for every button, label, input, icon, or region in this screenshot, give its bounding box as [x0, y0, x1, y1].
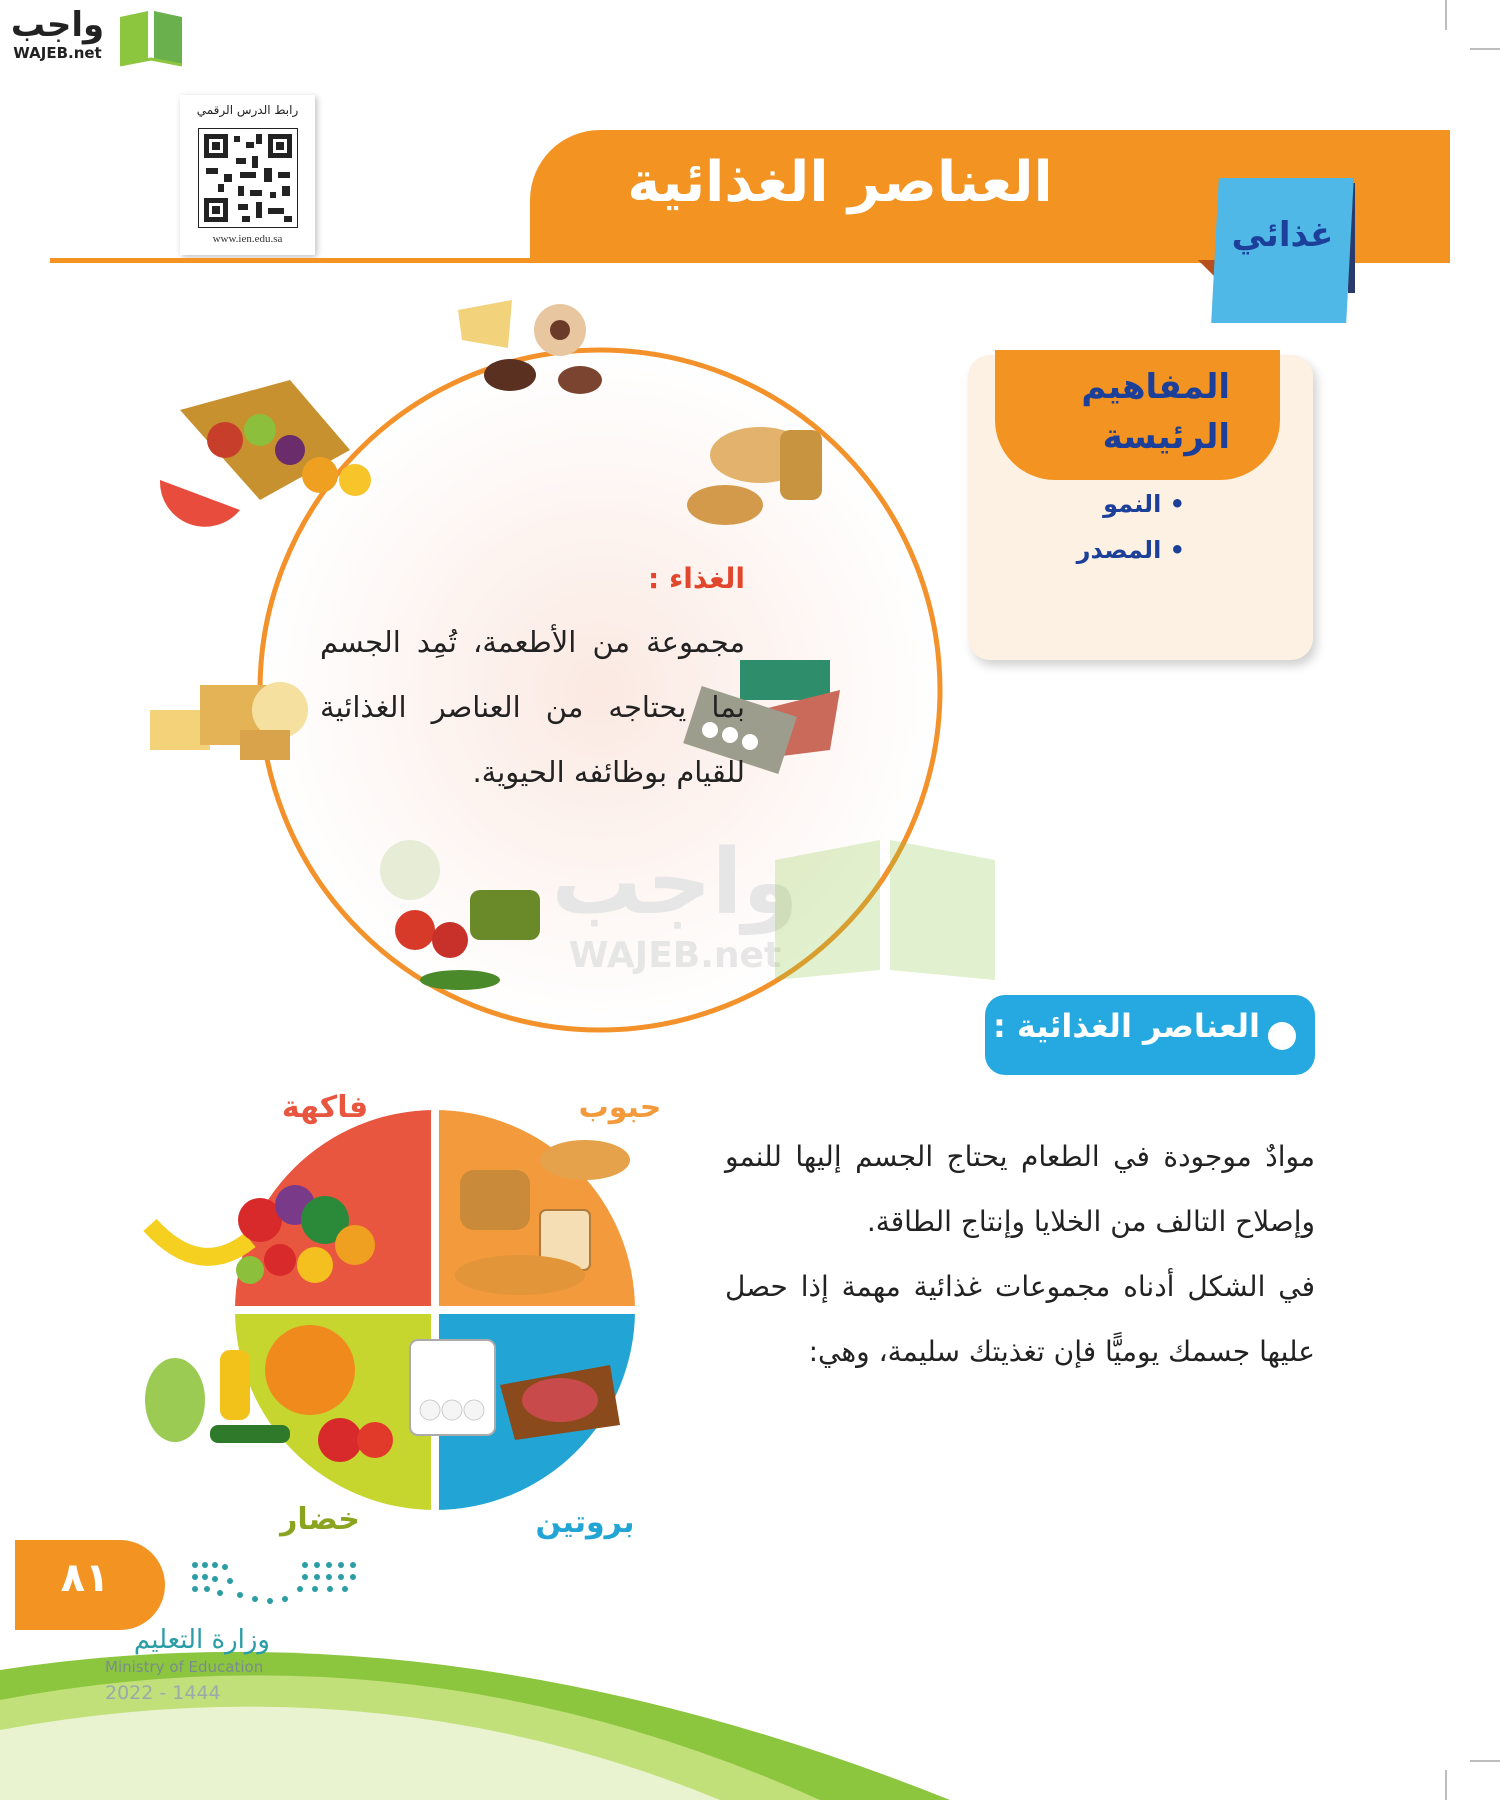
food-plate-diagram [140, 1100, 720, 1520]
bullet-icon: • [1161, 490, 1185, 518]
qr-caption: رابط الدرس الرقمي [196, 103, 299, 117]
ministry-year: 2022 - 1444 [105, 1682, 221, 1704]
unit-label: غذائي [1231, 215, 1334, 255]
circle-bullet-icon [1268, 1022, 1296, 1050]
watermark-book-icon [775, 840, 995, 980]
paragraph-line: في الشكل أدناه مجموعات غذائية مهمة إذا حصل [725, 1270, 1315, 1303]
qr-url[interactable]: www.ien.edu.sa [212, 233, 283, 245]
definition-line: للقيام بوظائفه الحيوية. [472, 755, 745, 789]
definition-line: مجموعة من الأطعمة، تُمِد الجسم [320, 625, 745, 659]
ministry-name-en: Ministry of Education [105, 1658, 264, 1676]
concept-item: • النمو [1103, 490, 1185, 518]
bullet-icon: • [1161, 536, 1185, 564]
plate-label-protein: بروتين [535, 1505, 635, 1540]
paragraph-line: عليها جسمك يوميًّا فإن تغذيتك سليمة، وهي: [808, 1335, 1315, 1368]
crop-mark [1470, 48, 1500, 50]
page-number: ٨١ [60, 1555, 110, 1601]
plate-label-grains: حبوب [578, 1090, 662, 1125]
paragraph-line: موادٌ موجودة في الطعام يحتاج الجسم إليها للنمو [725, 1140, 1315, 1173]
definition-heading: الغذاء : [648, 562, 745, 595]
ministry-name-ar: وزارة التعليم [133, 1625, 270, 1655]
plate-label-vegetables: خضار [280, 1502, 360, 1537]
cheese-icon [150, 682, 308, 760]
definition-line: بما يحتاجه من العناصر الغذائية [320, 690, 745, 724]
brand-name-ar: واجب [10, 5, 105, 45]
paragraph-line: وإصلاح التالف من الخلايا وإنتاج الطاقة. [866, 1205, 1315, 1238]
crop-mark [1445, 0, 1447, 30]
brand-name-en: WAJEB.net [13, 44, 102, 62]
plate-label-fruit: فاكهة [281, 1090, 369, 1125]
watermark-ar: واجب [551, 830, 799, 935]
section-title: العناصر الغذائية : [992, 1007, 1260, 1045]
lesson-title: العناصر الغذائية [627, 150, 1053, 215]
watermark-en: WAJEB.net [568, 935, 782, 976]
qr-code-icon[interactable] [198, 128, 298, 228]
concept-item: • المصدر [1076, 536, 1185, 564]
ministry-logo-icon [185, 1555, 360, 1610]
key-concepts-title: المفاهيم الرئيسة [1081, 367, 1230, 457]
